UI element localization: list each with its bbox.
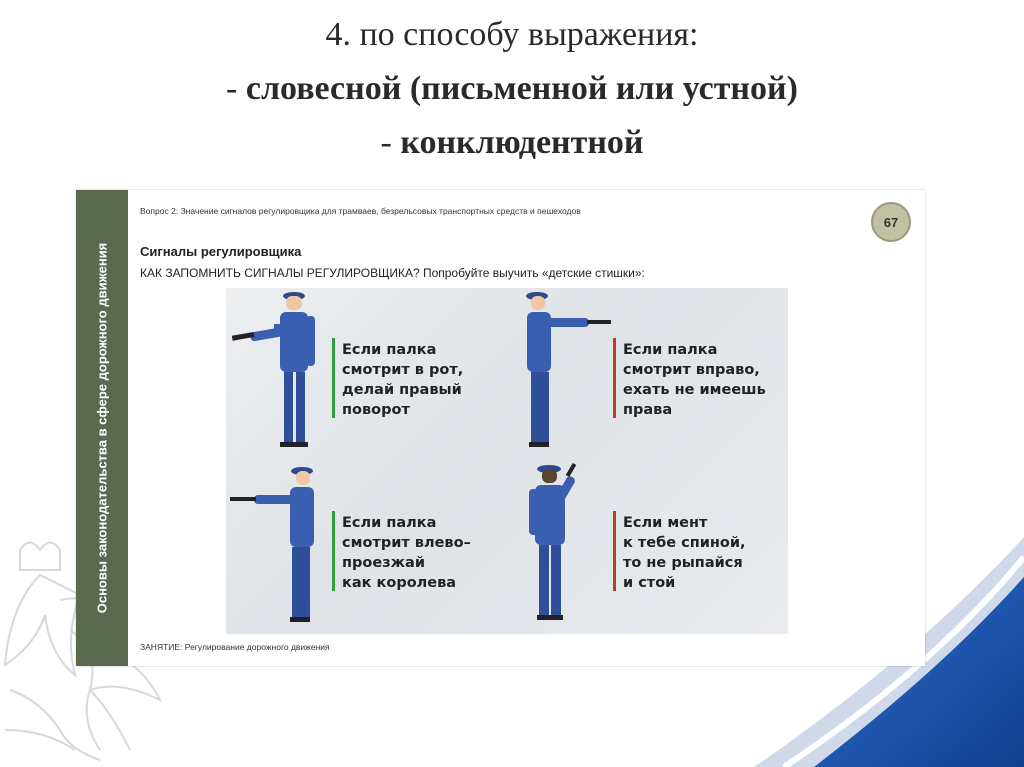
title-line-3-bold: конклюдентной	[400, 124, 644, 161]
signals-illustration	[226, 288, 788, 634]
title-line-1: 4. по способу выражения:	[325, 16, 699, 53]
signal-tile	[226, 461, 507, 634]
signal-bar	[613, 338, 616, 418]
title-line-2-bold: словесной (письменной или устной)	[245, 70, 798, 107]
traffic-officer-icon	[507, 288, 617, 461]
traffic-officer-icon	[226, 461, 336, 634]
signal-rhyme: Если палка смотрит влево– проезжай как королева	[342, 515, 471, 591]
section-subtitle: Сигналы регулировщика	[140, 244, 302, 259]
page-number-badge: 67	[871, 202, 911, 242]
signal-bar	[332, 338, 335, 418]
signal-rhyme: Если мент к тебе спиной, то не рыпайся и стой	[623, 515, 746, 591]
signal-tile	[507, 461, 788, 634]
signal-tile	[507, 288, 788, 461]
traffic-officer-icon	[507, 461, 617, 634]
spine-text: Основы законодательства в сфере дорожного движения	[94, 242, 110, 614]
section-question: КАК ЗАПОМНИТЬ СИГНАЛЫ РЕГУЛИРОВЩИКА? Попробуйте выучить «детские стишки»:	[140, 266, 645, 280]
textbook-page	[76, 190, 925, 666]
signal-tile	[226, 288, 507, 461]
question-header: Вопрос 2: Значение сигналов регулировщика для трамваев, безрельсовых транспортных средств и пешеходов	[140, 206, 581, 216]
title-line-2: - словесной (письменной или устной)	[226, 70, 798, 107]
slide-title	[0, 8, 1024, 170]
signal-rhyme: Если палка смотрит вправо, ехать не имеешь права	[623, 342, 766, 418]
title-line-3: - конклюдентной	[380, 124, 644, 161]
page-spine	[76, 190, 128, 666]
page-footer: ЗАНЯТИЕ: Регулирование дорожного движения	[140, 642, 330, 652]
traffic-officer-icon	[226, 288, 336, 461]
signal-rhyme: Если палка смотрит в рот, делай правый поворот	[342, 342, 464, 418]
signal-bar	[613, 511, 616, 591]
signal-bar	[332, 511, 335, 591]
